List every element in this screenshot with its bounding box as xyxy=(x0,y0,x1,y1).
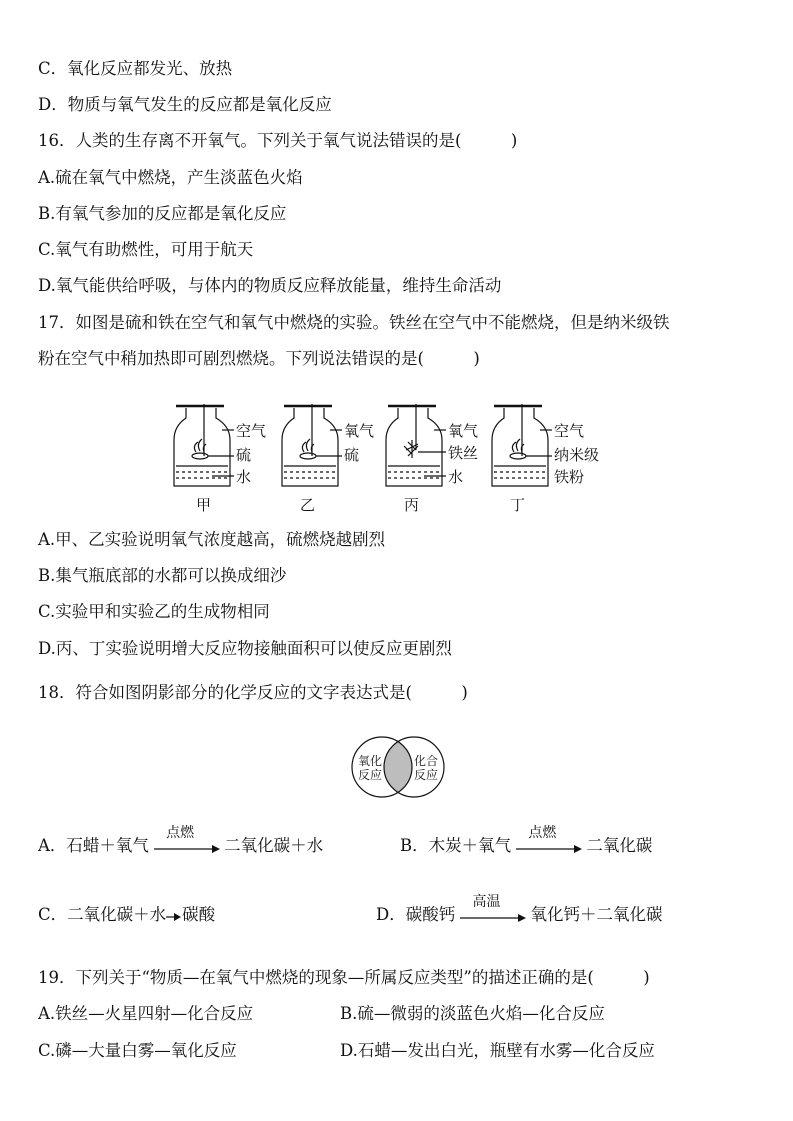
q18-d-right: 氧化钙＋二氧化碳 xyxy=(530,905,663,924)
q17-stem-line1: 17．如图是硫和铁在空气和氧气中燃烧的实验。铁丝在空气中不能燃烧，但是纳米级铁 xyxy=(38,313,670,332)
q18-option-a xyxy=(38,824,324,858)
label-jia-2: 硫 xyxy=(236,446,252,464)
q15-option-c: C．氧化反应都发光、放热 xyxy=(38,59,233,78)
arrow-icon xyxy=(154,840,224,856)
arrow-icon xyxy=(516,840,586,856)
q18-option-b xyxy=(400,824,653,858)
bottles-svg xyxy=(172,404,632,514)
bottle-name-jia: 甲 xyxy=(196,496,212,514)
label-jia-1: 空气 xyxy=(236,422,267,440)
q18-c-prefix: C． xyxy=(38,905,68,924)
q18-b-prefix: B． xyxy=(400,836,429,855)
venn-right-1: 化合 xyxy=(414,754,439,768)
q16-option-b: B.有氧气参加的反应都是氧化反应 xyxy=(38,204,287,223)
q18-a-right: 二氧化碳＋水 xyxy=(224,836,324,855)
label-bing-2: 铁丝 xyxy=(448,444,479,462)
q18-c-arrow xyxy=(166,905,182,927)
label-bing-3: 水 xyxy=(448,468,464,486)
combustion-bottles-diagram xyxy=(172,404,632,518)
q16-option-a: A.硫在氧气中燃烧，产生淡蓝色火焰 xyxy=(38,168,303,187)
q17-option-c: C.实验甲和实验乙的生成物相同 xyxy=(38,602,270,621)
q18-a-left: 石蜡＋氧气 xyxy=(66,836,149,855)
q18-c-right: 碳酸 xyxy=(182,905,216,924)
venn-left-2: 反应 xyxy=(358,768,383,782)
venn-left-1: 氧化 xyxy=(358,754,383,768)
venn-diagram xyxy=(350,731,446,807)
q15-option-d: D．物质与氧气发生的反应都是氧化反应 xyxy=(38,95,332,114)
q18-c-left: 二氧化碳＋水 xyxy=(67,905,167,924)
bottle-name-ding: 丁 xyxy=(510,496,526,514)
q19-stem: 19．下列关于“物质—在氧气中燃烧的现象—所属反应类型”的描述正确的是( ) xyxy=(38,968,650,987)
label-bing-1: 氧气 xyxy=(448,422,479,440)
q17-option-a: A.甲、乙实验说明氧气浓度越高，硫燃烧越剧烈 xyxy=(38,530,386,549)
q18-b-right: 二氧化碳 xyxy=(586,836,653,855)
arrow-icon xyxy=(460,909,530,925)
label-yi-1: 氧气 xyxy=(344,422,375,440)
q18-b-arrow xyxy=(516,824,586,858)
bottle-jia xyxy=(174,404,234,486)
arrow-icon xyxy=(166,905,182,927)
bottle-name-bing: 丙 xyxy=(404,496,420,514)
q19-option-b: B.硫—微弱的淡蓝色火焰—化合反应 xyxy=(340,1004,605,1023)
q19-option-d: D.石蜡—发出白光，瓶壁有水雾—化合反应 xyxy=(340,1041,655,1060)
q18-a-arrow xyxy=(154,824,224,858)
bottle-bing xyxy=(386,404,446,486)
q18-stem: 18．符合如图阴影部分的化学反应的文字表达式是( ) xyxy=(38,683,468,702)
q18-a-condition: 点燃 xyxy=(166,824,195,841)
q18-option-d xyxy=(376,893,663,927)
label-ding-3: 铁粉 xyxy=(554,468,585,486)
q18-b-left: 木炭＋氧气 xyxy=(428,836,512,855)
bottle-ding xyxy=(492,404,552,486)
q16-option-d: D.氧气能供给呼吸，与体内的物质反应释放能量，维持生命活动 xyxy=(38,276,502,295)
q18-d-condition: 高温 xyxy=(472,893,501,910)
q18-a-prefix: A． xyxy=(38,836,67,855)
bottle-yi xyxy=(282,404,342,486)
q18-b-condition: 点燃 xyxy=(528,824,557,841)
q17-option-b: B.集气瓶底部的水都可以换成细沙 xyxy=(38,566,287,585)
q18-d-left: 碳酸钙 xyxy=(405,905,456,924)
q19-option-a: A.铁丝—火星四射—化合反应 xyxy=(38,1004,254,1023)
venn-svg xyxy=(350,731,446,803)
q18-option-c xyxy=(38,904,215,927)
label-ding-1: 空气 xyxy=(554,422,585,440)
q17-stem-line2: 粉在空气中稍加热即可剧烈燃烧。下列说法错误的是( ) xyxy=(38,349,480,368)
label-ding-2: 纳米级 xyxy=(554,446,600,464)
bottle-name-yi: 乙 xyxy=(300,496,316,514)
venn-right-2: 反应 xyxy=(414,768,439,782)
q16-stem: 16．人类的生存离不开氧气。下列关于氧气说法错误的是( ) xyxy=(38,131,518,150)
q18-d-arrow xyxy=(460,893,530,927)
label-yi-2: 硫 xyxy=(344,446,360,464)
label-jia-3: 水 xyxy=(236,468,252,486)
q16-option-c: C.氧气有助燃性，可用于航天 xyxy=(38,240,254,259)
q19-option-c: C.磷—大量白雾—氧化反应 xyxy=(38,1041,237,1060)
q17-option-d: D.丙、丁实验说明增大反应物接触面积可以使反应更剧烈 xyxy=(38,639,452,658)
q18-d-prefix: D． xyxy=(376,905,406,924)
